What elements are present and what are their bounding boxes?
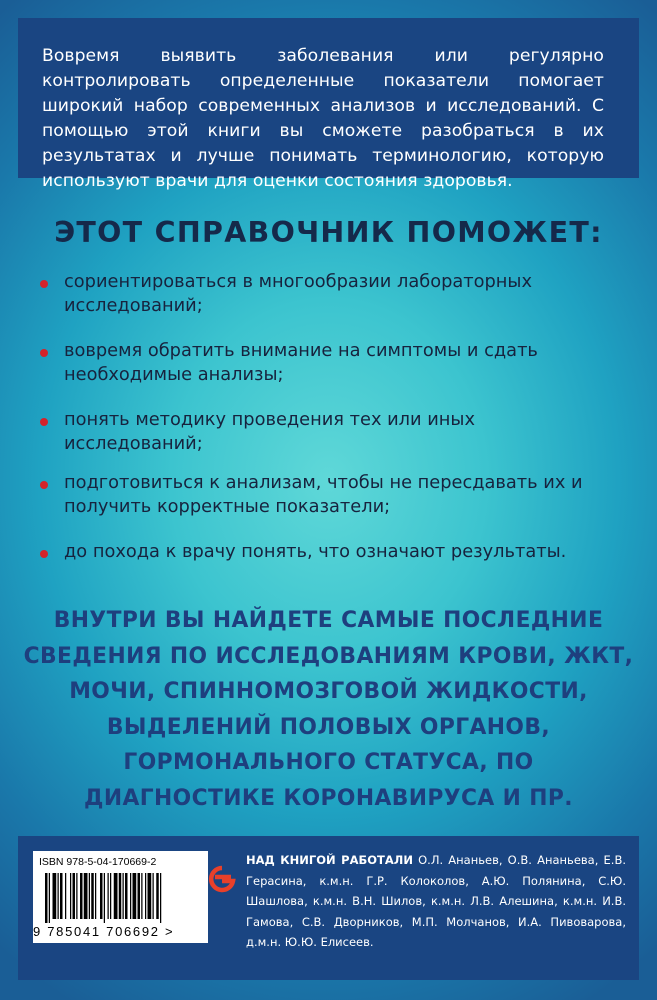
bullet-dot-icon [40, 550, 48, 558]
inside-block [0, 603, 657, 816]
barcode-bar [80, 873, 83, 919]
barcode-bar [138, 873, 141, 919]
barcode-bar [49, 873, 50, 923]
list-item [40, 408, 600, 456]
list-item-text: подготовиться к анализам, чтобы не пересдавать их и получить корректные показатели; [64, 472, 583, 517]
barcode-bar [123, 873, 124, 919]
list-item-text: понять методику проведения тех или иных исследований; [64, 409, 475, 454]
barcode-bar [119, 873, 122, 919]
barcode-bar [133, 873, 137, 919]
barcode-bar [73, 873, 76, 919]
barcode-bar [110, 873, 111, 919]
barcode-bar [160, 873, 161, 923]
barcode-bar [89, 873, 90, 919]
barcode-bar [95, 873, 96, 919]
list-item-text: до похода к врачу понять, что означают результаты. [64, 541, 567, 562]
helps-heading: ЭТОТ СПРАВОЧНИК ПОМОЖЕТ: [54, 216, 603, 249]
authors-credits [246, 850, 626, 953]
inside-line: ВНУТРИ ВЫ НАЙДЕТЕ САМЫЕ ПОСЛЕДНИЕ [53, 608, 604, 633]
barcode-bar [70, 873, 71, 919]
inside-line: ВЫДЕЛЕНИЙ ПОЛОВЫХ ОРГАНОВ, [106, 714, 551, 740]
inside-line: МОЧИ, СПИННОМОЗГОВОЙ ЖИДКОСТИ, [69, 679, 588, 704]
bullet-dot-icon [40, 280, 48, 288]
barcode-bar [108, 873, 109, 919]
list-item-text: сориентироваться в многообразии лабораторных исследований; [64, 271, 532, 316]
list-item [40, 339, 600, 387]
inside-line: СВЕДЕНИЯ ПО ИССЛЕДОВАНИЯМ КРОВИ, ЖКТ, [23, 643, 634, 669]
barcode-bar [84, 873, 88, 919]
barcode [33, 851, 208, 943]
barcode-bar [141, 873, 142, 919]
barcode-bar [45, 873, 48, 923]
barcode-bar [76, 873, 77, 919]
barcode-bar [104, 873, 105, 923]
publisher-logo-icon [207, 864, 237, 894]
list-item-text: вовремя обратить внимание на симптомы и сдать необходимые анализы; [64, 340, 538, 385]
list-item [40, 471, 600, 519]
bullet-dot-icon [40, 481, 48, 489]
barcode-bar [145, 873, 146, 919]
barcode-bar [100, 873, 103, 919]
barcode-bar [125, 873, 128, 919]
bullet-dot-icon [40, 349, 48, 357]
barcode-bar [60, 873, 63, 919]
bullet-dot-icon [40, 418, 48, 426]
inside-line: ДИАГНОСТИКЕ КОРОНАВИРУСА И ПР. [84, 785, 573, 811]
barcode-bar [58, 873, 59, 919]
authors-names: О.Л. Ананьев, О.В. Ананьева, Е.В. Герасина, к.м.н. Г.Р. Колоколов, А.Ю. Полянина, С.Ю. Шашлова, к.м.н. В.Н. Шилов, к.м.н. Л.В. Алешина, к.м.н. И.В. Гамова, С.В. Дворников, М.П. Молчанов, И.А. Пивоварова, д.м.н. Ю.Ю. Елисеев. [246, 853, 626, 949]
barcode-bar [65, 873, 66, 919]
barcode-bar [53, 873, 57, 919]
barcode-bar [148, 873, 152, 919]
barcode-bar [91, 873, 94, 919]
inside-line: ГОРМОНАЛЬНОГО СТАТУСА, ПО [123, 750, 534, 775]
list-item [40, 270, 600, 318]
isbn-number: ISBN 978-5-04-170669-2 [39, 856, 157, 868]
barcode-bar [153, 873, 154, 919]
barcode-bar [114, 873, 118, 919]
authors-label: НАД КНИГОЙ РАБОТАЛИ [246, 853, 413, 867]
barcode-bar [130, 873, 131, 919]
list-item [40, 540, 566, 564]
barcode-digits: 9 785041 706692 > [33, 924, 175, 939]
barcode-bar [156, 873, 159, 919]
intro-text: Вовремя выявить заболевания или регулярно контролировать определенные показатели помогает широкий набор современных анализов и исследований. С помощью этой книги вы сможете разобраться в их результатах и лучше понимать терминологию, которую используют врачи для оценки состояния здоровья. [42, 46, 604, 191]
barcode-bars [41, 873, 201, 923]
